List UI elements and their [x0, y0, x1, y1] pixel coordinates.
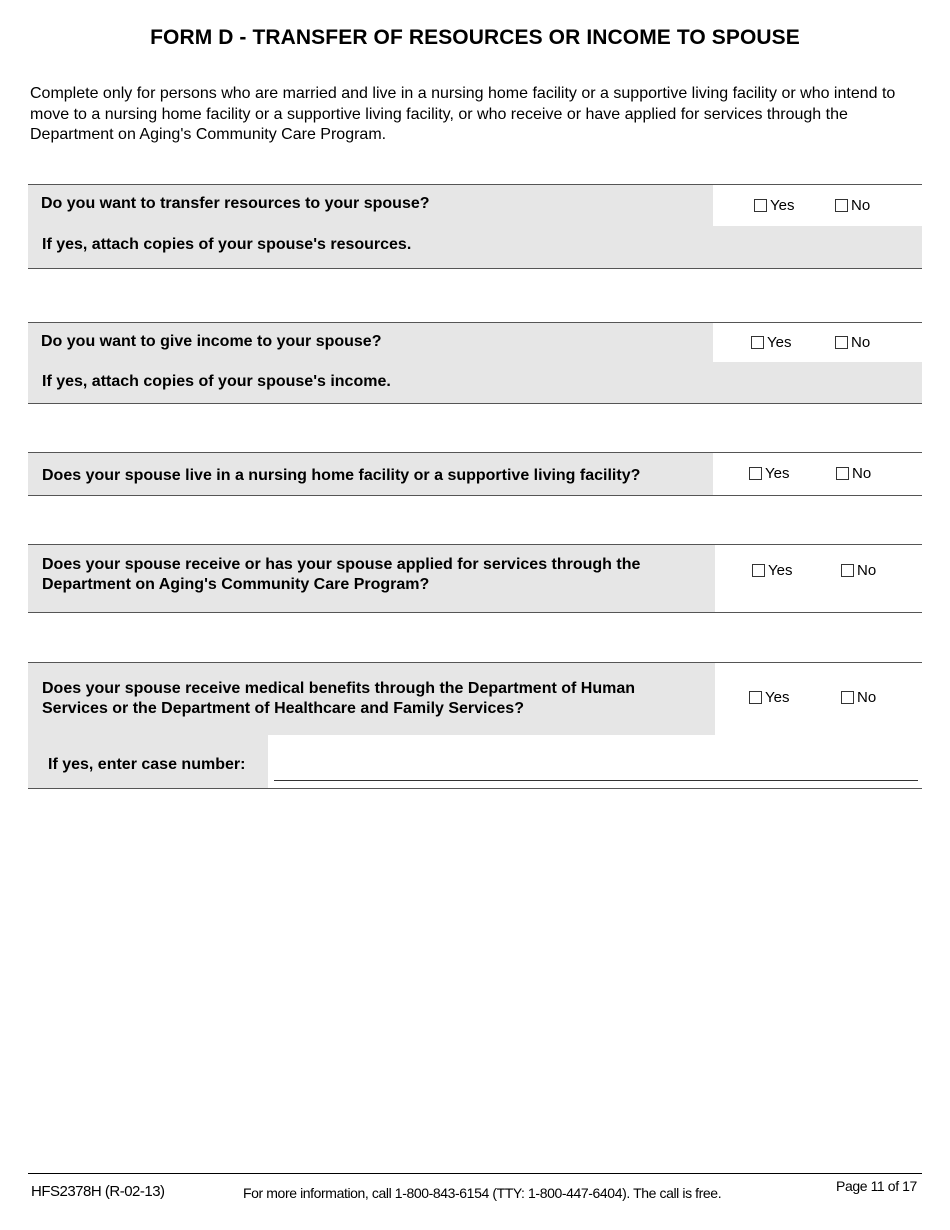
- question-3-section: [28, 452, 922, 496]
- question-3-yes-checkbox[interactable]: [749, 467, 762, 480]
- yes-label: Yes: [768, 562, 793, 579]
- no-label: No: [857, 689, 877, 706]
- question-5-section: [28, 662, 922, 789]
- question-5-no-checkbox[interactable]: [841, 691, 854, 704]
- question-5-text: Does your spouse receive medical benefits through the Department of Human Services or the Department of Healthcare and Family Services?: [42, 680, 636, 717]
- case-number-label: If yes, enter case number:: [48, 756, 246, 773]
- intro-text: Complete only for persons who are married and live in a nursing home facility or a supportive living facility or who intend to move to a nursing home facility or a supportive living facility, or who receive or have applied for services through the Department on Aging's Community Care Program.: [30, 85, 896, 143]
- question-4-section: [28, 544, 922, 613]
- no-label: No: [851, 197, 871, 214]
- yes-label: Yes: [770, 197, 795, 214]
- question-3-text: Does your spouse live in a nursing home facility or a supportive living facility?: [42, 467, 641, 484]
- question-2-yes-option[interactable]: [751, 334, 791, 351]
- page-title: FORM D - TRANSFER OF RESOURCES OR INCOME TO SPOUSE: [150, 26, 800, 49]
- question-4-no-option[interactable]: [841, 562, 876, 579]
- question-2-note: If yes, attach copies of your spouse's income.: [42, 373, 391, 390]
- question-1-section: [28, 184, 922, 269]
- question-1-yes-checkbox[interactable]: [754, 199, 767, 212]
- question-2-no-checkbox[interactable]: [835, 336, 848, 349]
- yes-label: Yes: [765, 465, 790, 482]
- question-2-section: [28, 322, 922, 404]
- question-2-text: Do you want to give income to your spouse?: [41, 333, 382, 350]
- question-3-yes-option[interactable]: [749, 465, 789, 482]
- question-2-no-option[interactable]: [835, 334, 870, 351]
- case-number-field[interactable]: [274, 780, 918, 781]
- yes-label: Yes: [767, 334, 792, 351]
- page-number: Page 11 of 17: [836, 1178, 917, 1194]
- form-id: HFS2378H (R-02-13): [31, 1183, 165, 1200]
- question-5-yes-option[interactable]: [749, 689, 789, 706]
- contact-info: For more information, call 1-800-843-6154 (TTY: 1-800-447-6404). The call is free.: [243, 1185, 722, 1201]
- question-5-yes-checkbox[interactable]: [749, 691, 762, 704]
- no-label: No: [852, 465, 872, 482]
- question-1-note: If yes, attach copies of your spouse's resources.: [42, 236, 412, 253]
- question-4-yes-option[interactable]: [752, 562, 792, 579]
- no-label: No: [857, 562, 877, 579]
- question-1-no-checkbox[interactable]: [835, 199, 848, 212]
- question-1-no-option[interactable]: [835, 197, 870, 214]
- question-1-yes-option[interactable]: [754, 197, 794, 214]
- yes-label: Yes: [765, 689, 790, 706]
- question-4-text: Does your spouse receive or has your spouse applied for services through the Department on Aging's Community Care Program?: [42, 556, 641, 593]
- no-label: No: [851, 334, 871, 351]
- footer-divider: [28, 1173, 922, 1174]
- question-4-yes-checkbox[interactable]: [752, 564, 765, 577]
- question-3-no-option[interactable]: [836, 465, 871, 482]
- question-4-no-checkbox[interactable]: [841, 564, 854, 577]
- question-1-text: Do you want to transfer resources to your spouse?: [41, 195, 430, 212]
- question-2-yes-checkbox[interactable]: [751, 336, 764, 349]
- question-3-no-checkbox[interactable]: [836, 467, 849, 480]
- question-5-no-option[interactable]: [841, 689, 876, 706]
